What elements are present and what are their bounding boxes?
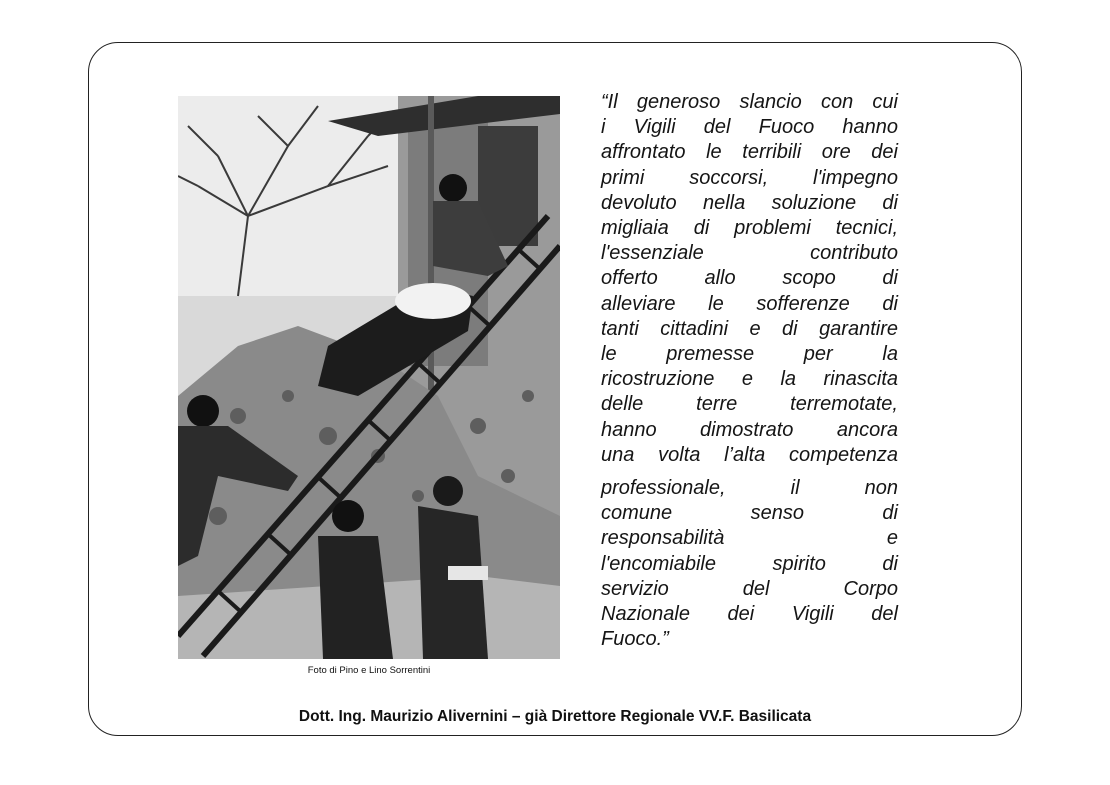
quote-line: comune senso di — [601, 502, 898, 525]
quote-line: hanno dimostrato ancora — [601, 418, 898, 441]
quote-line: devoluto nella soluzione di — [601, 191, 898, 214]
quote-line: l'encomiabile spirito di — [601, 552, 898, 575]
quote-line: “Il generoso slancio con cui — [601, 91, 898, 113]
quote-line: tanti cittadini e di garantire — [601, 317, 898, 340]
quote-text-part-1 — [601, 90, 898, 468]
quote-line: offerto allo scopo di — [601, 267, 898, 290]
quote-line: ricostruzione e la rinascita — [601, 368, 898, 391]
quote-line: Nazionale dei Vigili del — [601, 603, 898, 626]
quote-line: responsabilità e — [601, 527, 898, 550]
quote-line: i Vigili del Fuoco hanno — [601, 116, 898, 139]
photo-illustration — [178, 96, 560, 659]
quote-line: Fuoco.” — [601, 628, 669, 651]
quote-line: alleviare le sofferenze di — [601, 292, 898, 315]
photo-caption: Foto di Pino e Lino Sorrentini — [307, 665, 431, 676]
quote-text-part-2 — [601, 476, 898, 652]
firefighters-rescue-photo — [178, 96, 560, 659]
quote-line: primi soccorsi, l'impegno — [601, 166, 898, 189]
quote-line: servizio del Corpo — [601, 577, 898, 600]
quote-line: l'essenziale contributo — [601, 242, 898, 265]
quote-line: le premesse per la — [601, 343, 898, 366]
quote-line: delle terre terremotate, — [601, 393, 898, 416]
quote-line: affrontato le terribili ore dei — [601, 141, 898, 164]
quote-line: migliaia di problemi tecnici, — [601, 217, 898, 240]
quote-line: professionale, il non — [601, 477, 898, 499]
quote-line: una volta l’alta competenza — [601, 443, 898, 466]
author-signature: Dott. Ing. Maurizio Alivernini – già Direttore Regionale VV.F. Basilicata — [298, 708, 812, 725]
